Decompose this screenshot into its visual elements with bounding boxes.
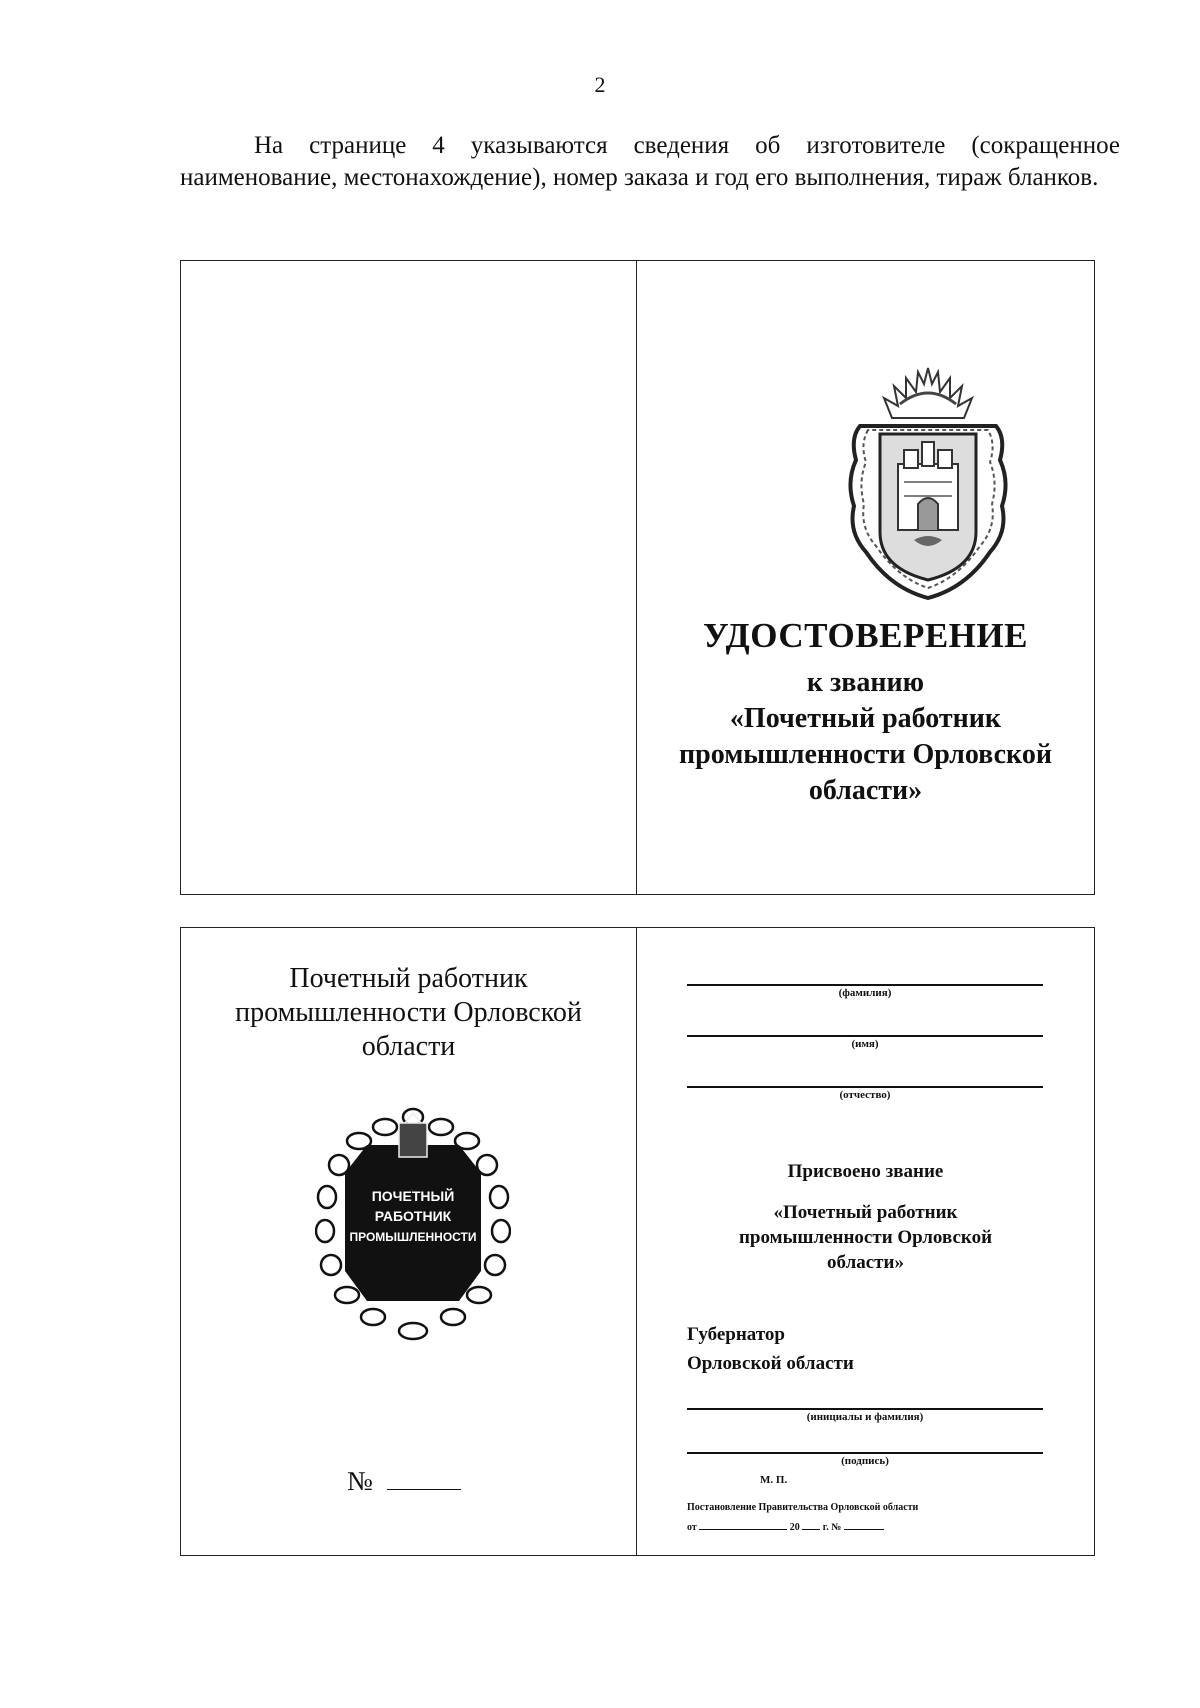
intro-paragraph: На странице 4 указываются сведения об изготовителе (сокращенное наименование, местонахождение), номер заказа и год его выполнения, тираж бланков.	[180, 132, 1120, 191]
decree-number-label: г. №	[822, 1522, 842, 1533]
badge-text-line: ПРОМЫШЛЕННОСТИ	[349, 1230, 477, 1244]
front-cover-panel	[637, 261, 1094, 894]
assigned-label: Присвоено звание	[787, 1161, 944, 1182]
badge-text-line: ПОЧЕТНЫЙ	[371, 1188, 455, 1204]
number-label: №	[347, 1466, 373, 1496]
governor-block	[687, 1320, 854, 1378]
back-cover-panel	[181, 261, 637, 894]
name-caption: (имя)	[851, 1038, 879, 1050]
decree-from: от	[687, 1522, 697, 1533]
decree-number-line	[844, 1519, 884, 1530]
subtitle-line: к званию	[806, 667, 925, 698]
inside-right-panel	[637, 928, 1094, 1555]
inside-left-panel	[181, 928, 637, 1555]
decree-title: Постановление Правительства Орловской области	[687, 1502, 919, 1513]
subtitle-line: «Почетный работник	[729, 703, 1002, 734]
number-line	[387, 1469, 461, 1490]
surname-caption: (фамилия)	[838, 987, 892, 999]
patronymic-caption: (отчество)	[839, 1089, 891, 1101]
decree-year: 20	[789, 1522, 800, 1533]
surname-line	[687, 984, 1043, 986]
rank-line: области»	[827, 1252, 904, 1273]
governor-line: Орловской области	[687, 1353, 854, 1374]
certificate-inside-spread	[180, 927, 1095, 1556]
honorary-title-line: промышленности Орловской	[235, 997, 582, 1028]
rank-title	[637, 1200, 1094, 1275]
signature-line	[687, 1452, 1043, 1454]
certificate-subtitle	[637, 665, 1094, 809]
subtitle-line: области»	[808, 775, 923, 806]
certificate-number-row	[347, 1466, 461, 1497]
certificate-cover-spread	[180, 260, 1095, 895]
governor-line: Губернатор	[687, 1324, 785, 1345]
subtitle-line: промышленности Орловской	[679, 739, 1052, 770]
signature-caption: (подпись)	[841, 1455, 889, 1467]
rank-line: промышленности Орловской	[738, 1227, 993, 1248]
rank-line: «Почетный работник	[773, 1202, 958, 1223]
decree-details	[687, 1518, 918, 1538]
honorary-title-line: Почетный работник	[289, 963, 528, 994]
patronymic-line	[687, 1086, 1043, 1088]
decree-block	[687, 1498, 918, 1538]
honorary-title	[181, 962, 636, 1064]
badge-text-line: РАБОТНИК	[374, 1208, 452, 1224]
certificate-title: УДОСТОВЕРЕНИЕ	[703, 616, 1028, 655]
honorary-title-line: области	[361, 1031, 456, 1062]
seal-mark: М. П.	[760, 1474, 788, 1486]
coat-of-arms-icon	[840, 364, 1016, 604]
decree-date-line	[699, 1519, 787, 1530]
decree-year-line	[802, 1519, 820, 1530]
name-line	[687, 1035, 1043, 1037]
initials-caption: (инициалы и фамилия)	[806, 1411, 924, 1423]
initials-line	[687, 1408, 1043, 1410]
honorary-badge-icon	[315, 1105, 511, 1341]
page-number: 2	[594, 72, 606, 97]
